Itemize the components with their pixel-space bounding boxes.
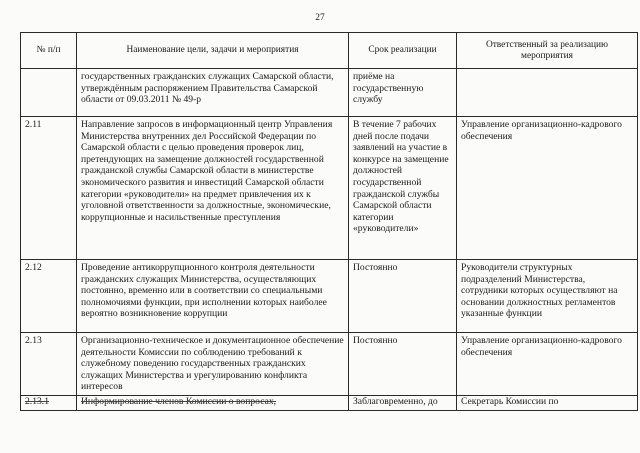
table-row	[21, 333, 638, 396]
row-term: Заблаговременно, до	[349, 395, 457, 410]
header-term: Срок реализации	[349, 33, 457, 69]
row-responsible	[457, 69, 638, 117]
row-name: Информирование членов Комиссии о вопросах,	[77, 395, 349, 410]
header-number: № п/п	[21, 33, 77, 69]
row-name: государственных гражданских служащих Самарской области, утверждённым распоряжением Правительства Самарской области от 09.03.2011 № 49-р	[77, 69, 349, 117]
row-number: 2.11	[21, 117, 77, 260]
row-term: Постоянно	[349, 260, 457, 333]
table-header-row	[21, 33, 638, 69]
row-responsible: Управление организационно-кадрового обеспечения	[457, 333, 638, 396]
table-row	[21, 69, 638, 117]
row-number: 2.12	[21, 260, 77, 333]
table-row	[21, 395, 638, 410]
row-responsible: Управление организационно-кадрового обеспечения	[457, 117, 638, 260]
row-name: Направление запросов в информационный центр Управления Министерства внутренних дел Российской Федерации по Самарской области с целью проведения проверок лиц, претендующих на замещение должностей государственной гражданской службы Самарской области в министерстве экономического развития и инвестиций Самарской области категории «руководители» на предмет привлечения их к уголовной ответственности за должностные, экономические, коррупционные и насильственные преступления	[77, 117, 349, 260]
row-responsible: Руководители структурных подразделений Министерства, сотрудники которых осуществляют на основании должностных регламентов указанные функции	[457, 260, 638, 333]
table-row	[21, 117, 638, 260]
action-plan-table	[20, 32, 638, 411]
row-number	[21, 69, 77, 117]
row-term: приёме на государственную службу	[349, 69, 457, 117]
page-number: 27	[315, 13, 325, 23]
row-term: Постоянно	[349, 333, 457, 396]
row-number: 2.13	[21, 333, 77, 396]
row-name: Проведение антикоррупционного контроля деятельности гражданских служащих Министерства, осуществляющих постоянно, временно или в соответствии со специальными полномочиями функции, при исполнении которых наиболее вероятно возникновение коррупции	[77, 260, 349, 333]
header-responsible: Ответственный за реализацию мероприятия	[457, 33, 638, 69]
table-row	[21, 260, 638, 333]
row-term: В течение 7 рабочих дней после подачи заявлений на участие в конкурсе на замещение должностей государственной гражданской службы Самарской области категории «руководители»	[349, 117, 457, 260]
row-responsible: Секретарь Комиссии по	[457, 395, 638, 410]
row-number: 2.13.1	[21, 395, 77, 410]
header-name: Наименование цели, задачи и мероприятия	[77, 33, 349, 69]
row-name: Организационно-техническое и документационное обеспечение деятельности Комиссии по соблюдению требований к служебному поведению государственных гражданских служащих Министерства и урегулированию конфликта интересов	[77, 333, 349, 396]
